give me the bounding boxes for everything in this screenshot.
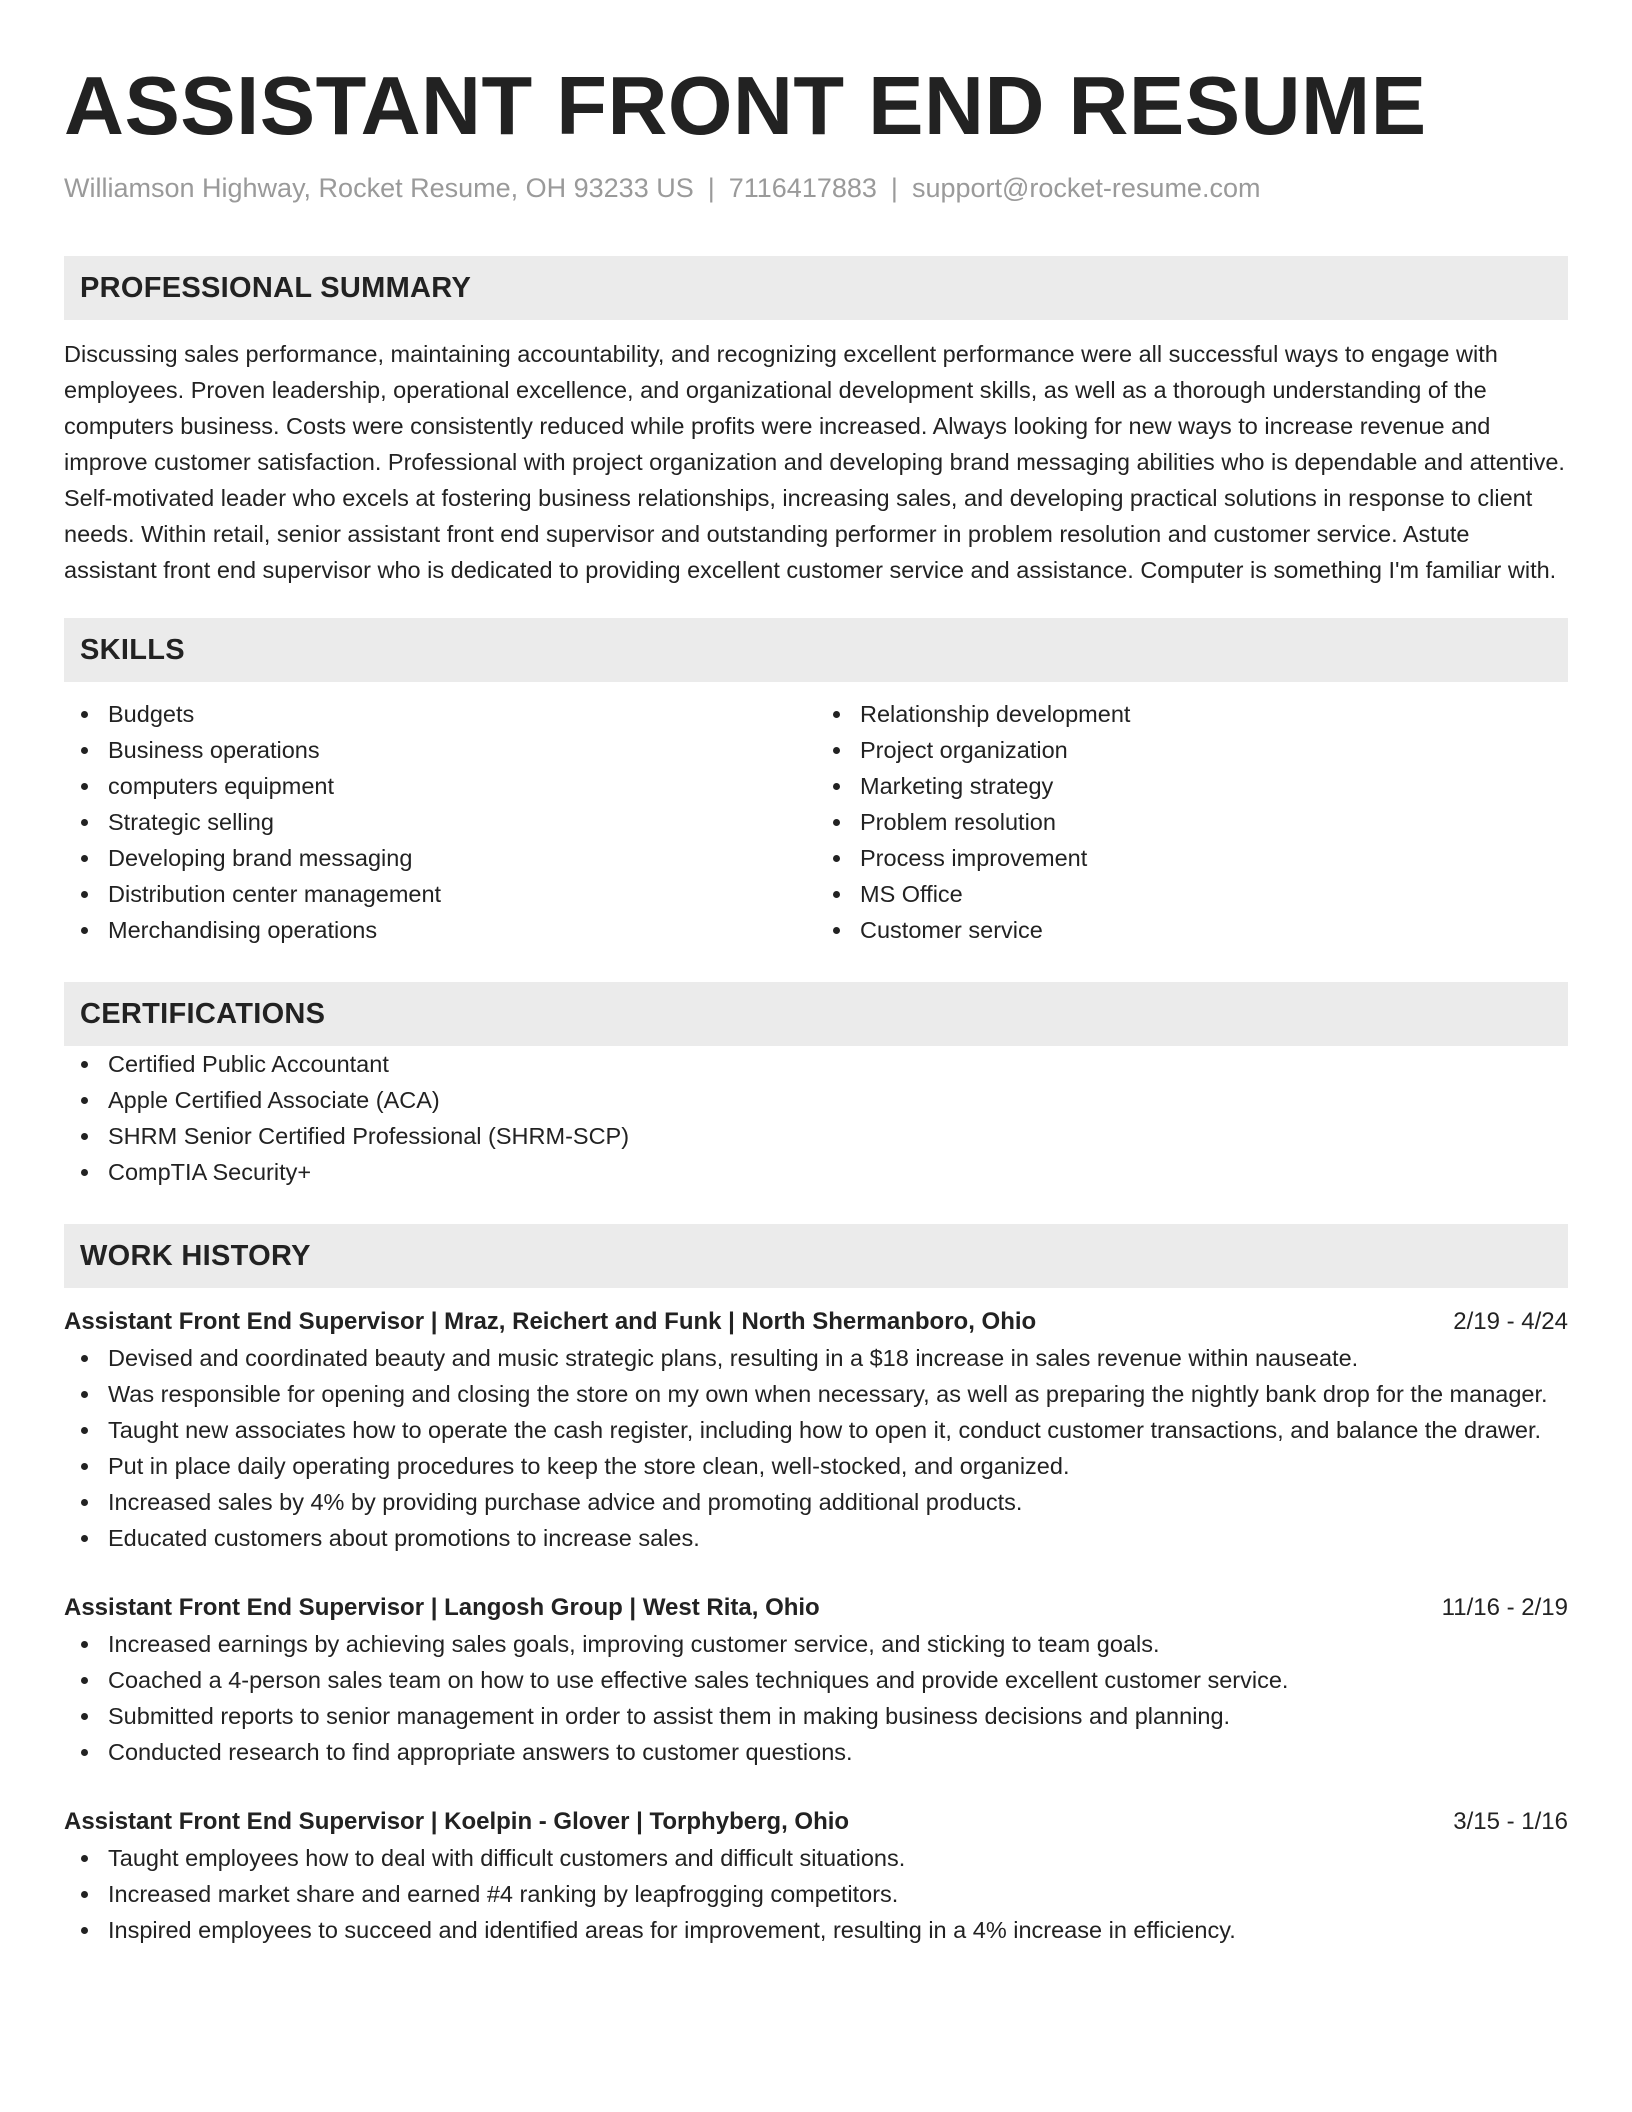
job-bullet-text: Coached a 4-person sales team on how to use effective sales techniques and provide excellent customer service. <box>108 1667 1289 1693</box>
job-bullet <box>108 1840 1568 1876</box>
section-heading-summary: PROFESSIONAL SUMMARY <box>64 256 1568 320</box>
skills-list-left <box>64 696 816 948</box>
bullet-dot <box>81 1713 88 1720</box>
skill-text: Strategic selling <box>108 809 274 835</box>
skills-list-right <box>816 696 1568 948</box>
skill-item <box>860 696 1568 732</box>
bullet-dot <box>81 855 88 862</box>
certification-item <box>108 1154 1568 1190</box>
skill-item <box>860 804 1568 840</box>
bullet-dot <box>81 1499 88 1506</box>
bullet-dot <box>81 1169 88 1176</box>
skill-text: Customer service <box>860 917 1043 943</box>
certification-item <box>108 1046 1568 1082</box>
job-dates: 3/15 - 1/16 <box>1453 1808 1568 1835</box>
skill-text: Business operations <box>108 737 320 763</box>
certifications-list <box>64 1046 1568 1190</box>
bullet-dot <box>833 927 840 934</box>
bullet-dot <box>833 711 840 718</box>
skill-item <box>108 804 816 840</box>
bullet-dot <box>81 1097 88 1104</box>
certification-text: Certified Public Accountant <box>108 1051 389 1077</box>
job-dates: 2/19 - 4/24 <box>1453 1308 1568 1335</box>
certification-item <box>108 1082 1568 1118</box>
bullet-dot <box>81 891 88 898</box>
contact-email: support@rocket-resume.com <box>911 173 1261 203</box>
skill-text: Process improvement <box>860 845 1088 871</box>
job-bullet-text: Taught employees how to deal with difficult customers and difficult situations. <box>108 1845 906 1871</box>
skill-text: Budgets <box>108 701 195 727</box>
section-heading-work-history: WORK HISTORY <box>64 1224 1568 1288</box>
job-header <box>64 1590 1568 1626</box>
bullet-dot <box>833 855 840 862</box>
bullet-dot <box>81 1535 88 1542</box>
job-bullet-text: Increased earnings by achieving sales goals, improving customer service, and sticking to team goals. <box>108 1631 1160 1657</box>
bullet-dot <box>81 1427 88 1434</box>
job-header <box>64 1804 1568 1840</box>
job-bullet-text: Devised and coordinated beauty and music strategic plans, resulting in a $18 increase in sales revenue within nauseate. <box>108 1345 1359 1371</box>
skill-text: Relationship development <box>860 701 1131 727</box>
bullet-dot <box>81 1891 88 1898</box>
skill-text: Project organization <box>860 737 1068 763</box>
contact-separator: | <box>890 173 898 203</box>
contact-line <box>64 170 1568 206</box>
job-bullet <box>108 1448 1568 1484</box>
certification-text: CompTIA Security+ <box>108 1159 312 1185</box>
skill-text: MS Office <box>860 881 963 907</box>
job-title: Assistant Front End Supervisor | Langosh Group | West Rita, Ohio <box>64 1594 820 1621</box>
contact-address: Williamson Highway, Rocket Resume, OH 93233 US <box>64 173 694 203</box>
bullet-dot <box>81 1927 88 1934</box>
skill-item <box>108 768 816 804</box>
job-bullet-text: Submitted reports to senior management in order to assist them in making business decisions and planning. <box>108 1703 1231 1729</box>
job-bullet-text: Was responsible for opening and closing the store on my own when necessary, as well as preparing the nightly bank drop for the manager. <box>108 1381 1548 1407</box>
job-bullet <box>108 1484 1568 1520</box>
skill-item <box>860 732 1568 768</box>
skill-item <box>860 768 1568 804</box>
job-entry <box>64 1304 1568 1556</box>
bullet-dot <box>81 1355 88 1362</box>
job-entry <box>64 1804 1568 1948</box>
skill-item <box>108 876 816 912</box>
bullet-dot <box>81 1061 88 1068</box>
job-bullet <box>108 1912 1568 1948</box>
bullet-dot <box>81 783 88 790</box>
bullet-dot <box>833 747 840 754</box>
job-bullet-text: Educated customers about promotions to increase sales. <box>108 1525 700 1551</box>
section-heading-certifications: CERTIFICATIONS <box>64 982 1568 1046</box>
job-title: Assistant Front End Supervisor | Mraz, Reichert and Funk | North Shermanboro, Ohio <box>64 1308 1037 1335</box>
skill-text: Developing brand messaging <box>108 845 413 871</box>
job-bullet-text: Conducted research to find appropriate answers to customer questions. <box>108 1739 853 1765</box>
skill-item <box>860 876 1568 912</box>
job-bullets <box>64 1340 1568 1556</box>
certification-text: Apple Certified Associate (ACA) <box>108 1087 440 1113</box>
skill-item <box>860 840 1568 876</box>
skill-text: Distribution center management <box>108 881 442 907</box>
section-heading-skills: SKILLS <box>64 618 1568 682</box>
skill-item <box>108 912 816 948</box>
bullet-dot <box>833 783 840 790</box>
job-bullet-text: Taught new associates how to operate the cash register, including how to open it, conduct customer transactions, and balance the drawer. <box>108 1417 1542 1443</box>
bullet-dot <box>81 747 88 754</box>
job-bullet-text: Increased sales by 4% by providing purchase advice and promoting additional products. <box>108 1489 1023 1515</box>
job-bullet <box>108 1412 1568 1448</box>
bullet-dot <box>81 1749 88 1756</box>
skill-item <box>108 840 816 876</box>
skill-item <box>108 732 816 768</box>
bullet-dot <box>833 891 840 898</box>
skill-text: Merchandising operations <box>108 917 378 943</box>
job-title: Assistant Front End Supervisor | Koelpin - Glover | Torphyberg, Ohio <box>64 1808 850 1835</box>
skill-item <box>108 696 816 732</box>
bullet-dot <box>81 1677 88 1684</box>
bullet-dot <box>81 1133 88 1140</box>
bullet-dot <box>81 711 88 718</box>
bullet-dot <box>81 927 88 934</box>
job-bullet-text: Inspired employees to succeed and identified areas for improvement, resulting in a 4% increase in efficiency. <box>108 1917 1236 1943</box>
skills-columns <box>64 696 1568 948</box>
job-bullets <box>64 1840 1568 1948</box>
job-bullet <box>108 1734 1568 1770</box>
skill-item <box>860 912 1568 948</box>
job-bullet <box>108 1376 1568 1412</box>
contact-separator: | <box>707 173 715 203</box>
skill-text: Marketing strategy <box>860 773 1054 799</box>
job-dates: 11/16 - 2/19 <box>1441 1594 1568 1621</box>
bullet-dot <box>81 1391 88 1398</box>
job-bullets <box>64 1626 1568 1770</box>
job-bullet <box>108 1340 1568 1376</box>
job-bullet-text: Increased market share and earned #4 ranking by leapfrogging competitors. <box>108 1881 899 1907</box>
job-bullet <box>108 1698 1568 1734</box>
job-header <box>64 1304 1568 1340</box>
bullet-dot <box>81 819 88 826</box>
skill-text: computers equipment <box>108 773 334 799</box>
job-entry <box>64 1590 1568 1770</box>
bullet-dot <box>81 1463 88 1470</box>
contact-phone: 7116417883 <box>728 173 877 203</box>
bullet-dot <box>81 1641 88 1648</box>
resume-page <box>64 0 1568 1948</box>
job-bullet <box>108 1662 1568 1698</box>
bullet-dot <box>833 819 840 826</box>
summary-text: Discussing sales performance, maintaining accountability, and recognizing excellent performance were all successful ways to engage with employees. Proven leadership, operational excellence, and organizational development skills, as well as a thorough understanding of the computers business. Costs were consistently reduced while profits were increased. Always looking for new ways to increase revenue and improve customer satisfaction. Professional with project organization and developing brand messaging abilities who is dependable and attentive. Self-motivated leader who excels at fostering business relationships, increasing sales, and developing practical solutions in response to client needs. Within retail, senior assistant front end supervisor and outstanding performer in problem resolution and customer service. Astute assistant front end supervisor who is dedicated to providing excellent customer service and assistance. Computer is something I'm familiar with. <box>64 341 1565 583</box>
skill-text: Problem resolution <box>860 809 1056 835</box>
resume-title: ASSISTANT FRONT END RESUME <box>64 59 1427 152</box>
job-bullet <box>108 1626 1568 1662</box>
bullet-dot <box>81 1855 88 1862</box>
job-bullet <box>108 1876 1568 1912</box>
certification-item <box>108 1118 1568 1154</box>
job-bullet <box>108 1520 1568 1556</box>
certification-text: SHRM Senior Certified Professional (SHRM-SCP) <box>108 1123 630 1149</box>
job-bullet-text: Put in place daily operating procedures to keep the store clean, well-stocked, and organized. <box>108 1453 1070 1479</box>
